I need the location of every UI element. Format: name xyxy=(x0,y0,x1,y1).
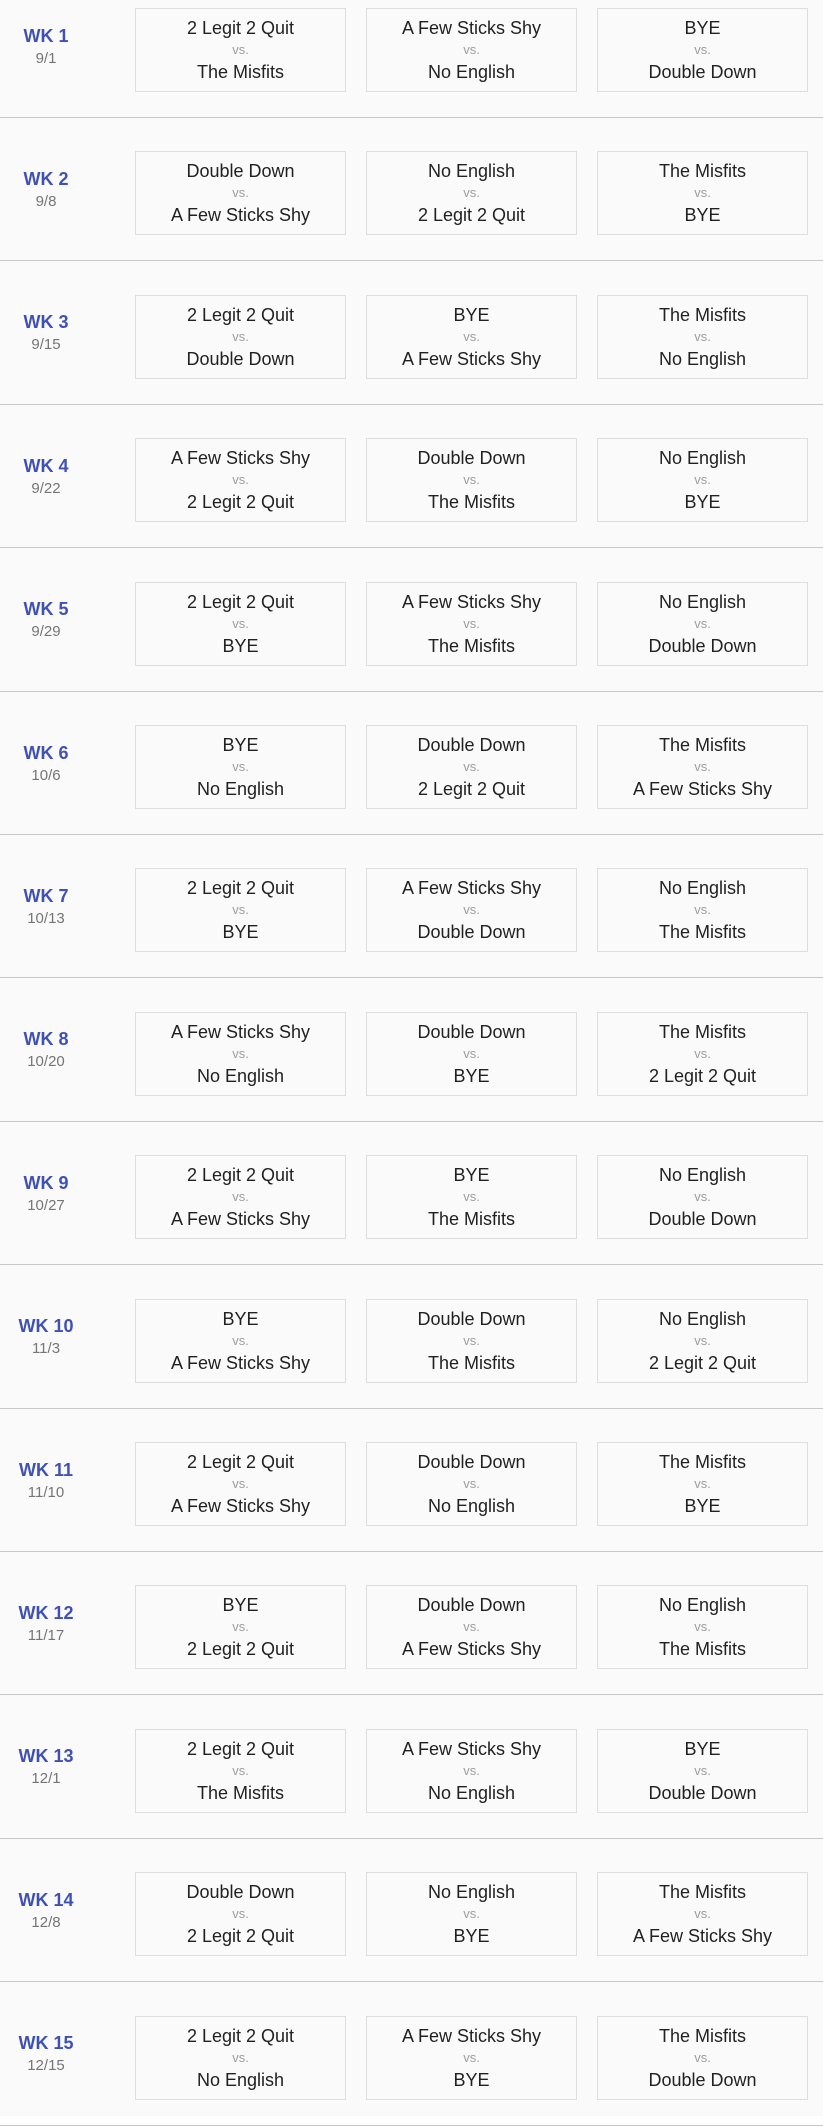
away-team: BYE xyxy=(453,1926,490,1947)
home-team: No English xyxy=(658,878,747,899)
week-date: 10/6 xyxy=(31,766,61,784)
vs-separator: vs. xyxy=(232,1762,249,1778)
week-label xyxy=(0,1552,92,1695)
away-team: The Misfits xyxy=(196,1782,284,1803)
match-card[interactable] xyxy=(366,1442,577,1526)
week-row xyxy=(0,405,823,548)
away-team: No English xyxy=(427,1496,516,1516)
week-label xyxy=(0,1266,92,1409)
vs-separator: vs. xyxy=(694,42,711,57)
week-number: WK 1 xyxy=(23,25,69,46)
match-card[interactable] xyxy=(135,295,346,379)
away-team: BYE xyxy=(222,635,259,656)
home-team: A Few Sticks Shy xyxy=(170,1021,311,1042)
away-team: Double Down xyxy=(417,922,526,943)
week-row xyxy=(0,1122,823,1265)
home-team: A Few Sticks Shy xyxy=(401,878,542,899)
home-team: 2 Legit 2 Quit xyxy=(186,591,295,612)
match-card[interactable] xyxy=(597,1299,808,1383)
match-card[interactable] xyxy=(366,1729,577,1813)
week-label xyxy=(0,979,92,1122)
home-team: BYE xyxy=(222,1595,259,1616)
vs-separator: vs. xyxy=(694,1332,711,1348)
vs-separator: vs. xyxy=(232,1476,249,1491)
match-card[interactable] xyxy=(366,1012,577,1096)
week-label xyxy=(0,1696,92,1839)
match-card[interactable] xyxy=(135,1872,346,1956)
away-team: No English xyxy=(658,348,747,369)
home-team: No English xyxy=(658,591,747,612)
vs-separator: vs. xyxy=(232,1189,249,1205)
week-label xyxy=(0,835,92,978)
vs-separator: vs. xyxy=(463,1476,480,1491)
week-label xyxy=(0,692,92,835)
vs-separator: vs. xyxy=(232,1619,249,1635)
vs-separator: vs. xyxy=(694,472,711,488)
away-team: BYE xyxy=(684,492,721,513)
week-number: WK 6 xyxy=(23,742,69,763)
match-card[interactable] xyxy=(366,2016,577,2100)
week-date: 9/15 xyxy=(31,336,61,354)
away-team: The Misfits xyxy=(427,492,515,513)
vs-separator: vs. xyxy=(463,1619,480,1635)
week-label xyxy=(0,1122,92,1265)
vs-separator: vs. xyxy=(694,1476,711,1491)
home-team: The Misfits xyxy=(658,1452,746,1472)
vs-separator: vs. xyxy=(232,185,249,201)
week-date: 12/8 xyxy=(31,1913,61,1931)
vs-separator: vs. xyxy=(232,1045,249,1061)
vs-separator: vs. xyxy=(463,759,480,774)
week-date: 9/29 xyxy=(31,623,61,641)
match-card[interactable] xyxy=(366,1155,577,1239)
away-team: 2 Legit 2 Quit xyxy=(648,1065,757,1086)
vs-separator: vs. xyxy=(463,1906,480,1922)
home-team: The Misfits xyxy=(658,304,746,325)
home-team: BYE xyxy=(453,304,490,325)
vs-separator: vs. xyxy=(463,328,480,344)
week-number: WK 12 xyxy=(18,1602,74,1623)
week-number: WK 10 xyxy=(18,1316,74,1337)
home-team: Double Down xyxy=(417,1595,526,1616)
match-card[interactable] xyxy=(135,151,346,235)
vs-separator: vs. xyxy=(694,1045,711,1061)
vs-separator: vs. xyxy=(232,2049,249,2065)
vs-separator: vs. xyxy=(463,902,480,918)
match-card[interactable] xyxy=(135,582,346,666)
match-card[interactable] xyxy=(366,582,577,666)
vs-separator: vs. xyxy=(694,902,711,918)
away-team: A Few Sticks Shy xyxy=(170,1496,311,1516)
week-date: 12/1 xyxy=(31,1770,61,1788)
week-date: 10/13 xyxy=(27,909,65,927)
vs-separator: vs. xyxy=(694,1762,711,1778)
away-team: BYE xyxy=(684,205,721,226)
home-team: 2 Legit 2 Quit xyxy=(186,1452,295,1472)
home-team: BYE xyxy=(684,18,721,38)
away-team: Double Down xyxy=(648,1782,757,1803)
match-card[interactable] xyxy=(597,295,808,379)
match-card[interactable] xyxy=(366,151,577,235)
match-card[interactable] xyxy=(366,868,577,952)
match-card[interactable] xyxy=(366,8,577,92)
away-team: A Few Sticks Shy xyxy=(170,1209,311,1230)
week-date: 9/22 xyxy=(31,479,61,497)
week-label xyxy=(0,262,92,405)
week-number: WK 14 xyxy=(18,1889,74,1910)
vs-separator: vs. xyxy=(232,902,249,918)
away-team: 2 Legit 2 Quit xyxy=(417,779,526,799)
week-row xyxy=(0,1983,823,2126)
away-team: 2 Legit 2 Quit xyxy=(186,1639,295,1660)
week-row xyxy=(0,1552,823,1695)
week-row xyxy=(0,692,823,835)
match-card[interactable] xyxy=(597,1729,808,1813)
away-team: A Few Sticks Shy xyxy=(632,779,773,799)
week-number: WK 13 xyxy=(18,1746,74,1767)
vs-separator: vs. xyxy=(694,1619,711,1635)
week-row xyxy=(0,1696,823,1839)
home-team: BYE xyxy=(684,1738,721,1759)
week-label xyxy=(0,1839,92,1982)
week-number: WK 15 xyxy=(18,2033,74,2054)
away-team: The Misfits xyxy=(427,1209,515,1230)
match-card[interactable] xyxy=(597,438,808,522)
week-number: WK 11 xyxy=(18,1459,74,1480)
match-card[interactable] xyxy=(135,1442,346,1526)
match-card[interactable] xyxy=(597,582,808,666)
away-team: A Few Sticks Shy xyxy=(401,1639,542,1660)
match-card[interactable] xyxy=(597,1442,808,1526)
match-card[interactable] xyxy=(135,868,346,952)
vs-separator: vs. xyxy=(463,1332,480,1348)
match-card[interactable] xyxy=(597,725,808,809)
home-team: 2 Legit 2 Quit xyxy=(186,1165,295,1186)
home-team: No English xyxy=(658,1308,747,1329)
week-date: 12/15 xyxy=(27,2057,65,2075)
away-team: No English xyxy=(427,1782,516,1803)
week-row xyxy=(0,1266,823,1409)
away-team: The Misfits xyxy=(196,62,284,82)
match-card[interactable] xyxy=(366,1299,577,1383)
home-team: The Misfits xyxy=(658,1021,746,1042)
match-card[interactable] xyxy=(135,1155,346,1239)
away-team: BYE xyxy=(222,922,259,943)
match-card[interactable] xyxy=(597,1155,808,1239)
match-card[interactable] xyxy=(135,1729,346,1813)
vs-separator: vs. xyxy=(694,759,711,774)
match-card[interactable] xyxy=(597,8,808,92)
vs-separator: vs. xyxy=(463,1189,480,1205)
vs-separator: vs. xyxy=(694,328,711,344)
week-row xyxy=(0,118,823,261)
away-team: 2 Legit 2 Quit xyxy=(186,492,295,513)
away-team: A Few Sticks Shy xyxy=(632,1926,773,1947)
week-row xyxy=(0,835,823,978)
home-team: Double Down xyxy=(417,448,526,469)
home-team: Double Down xyxy=(417,1021,526,1042)
match-card[interactable] xyxy=(597,1585,808,1669)
vs-separator: vs. xyxy=(232,42,249,57)
vs-separator: vs. xyxy=(232,1906,249,1922)
away-team: BYE xyxy=(684,1496,721,1516)
match-card[interactable] xyxy=(366,1585,577,1669)
vs-separator: vs. xyxy=(694,2049,711,2065)
week-label xyxy=(0,118,92,261)
week-row xyxy=(0,549,823,692)
away-team: The Misfits xyxy=(658,1639,746,1660)
week-label xyxy=(0,1983,92,2126)
home-team: 2 Legit 2 Quit xyxy=(186,18,295,38)
match-card[interactable] xyxy=(597,2016,808,2100)
vs-separator: vs. xyxy=(694,1189,711,1205)
vs-separator: vs. xyxy=(463,472,480,488)
home-team: Double Down xyxy=(186,161,295,182)
away-team: Double Down xyxy=(186,348,295,369)
home-team: No English xyxy=(427,1882,516,1903)
week-date: 10/27 xyxy=(27,1196,65,1214)
vs-separator: vs. xyxy=(463,1045,480,1061)
match-card[interactable] xyxy=(135,438,346,522)
vs-separator: vs. xyxy=(463,185,480,201)
away-team: No English xyxy=(196,2069,285,2090)
match-card[interactable] xyxy=(366,295,577,379)
away-team: The Misfits xyxy=(427,1352,515,1373)
vs-separator: vs. xyxy=(463,42,480,57)
away-team: A Few Sticks Shy xyxy=(401,348,542,369)
week-date: 11/3 xyxy=(31,1340,61,1358)
vs-separator: vs. xyxy=(463,2049,480,2065)
match-card[interactable] xyxy=(366,725,577,809)
away-team: Double Down xyxy=(648,2069,757,2090)
match-card[interactable] xyxy=(135,1585,346,1669)
away-team: No English xyxy=(427,62,516,82)
home-team: The Misfits xyxy=(658,2025,746,2046)
vs-separator: vs. xyxy=(232,328,249,344)
week-row xyxy=(0,1839,823,1982)
home-team: The Misfits xyxy=(658,735,746,755)
home-team: No English xyxy=(427,161,516,182)
week-label xyxy=(0,405,92,548)
match-card[interactable] xyxy=(597,868,808,952)
home-team: BYE xyxy=(222,735,259,755)
week-date: 11/10 xyxy=(27,1483,65,1501)
home-team: A Few Sticks Shy xyxy=(401,2025,542,2046)
week-number: WK 3 xyxy=(23,312,69,333)
match-card[interactable] xyxy=(135,1299,346,1383)
vs-separator: vs. xyxy=(232,472,249,488)
away-team: BYE xyxy=(453,1065,490,1086)
away-team: A Few Sticks Shy xyxy=(170,1352,311,1373)
week-label xyxy=(0,0,92,118)
match-card[interactable] xyxy=(135,8,346,92)
week-row xyxy=(0,979,823,1122)
week-number: WK 9 xyxy=(23,1172,69,1193)
home-team: The Misfits xyxy=(658,1882,746,1903)
match-card[interactable] xyxy=(135,725,346,809)
away-team: A Few Sticks Shy xyxy=(170,205,311,226)
week-date: 11/17 xyxy=(27,1626,65,1644)
home-team: Double Down xyxy=(186,1882,295,1903)
home-team: No English xyxy=(658,448,747,469)
away-team: Double Down xyxy=(648,635,757,656)
home-team: 2 Legit 2 Quit xyxy=(186,304,295,325)
home-team: 2 Legit 2 Quit xyxy=(186,1738,295,1759)
vs-separator: vs. xyxy=(694,615,711,631)
away-team: 2 Legit 2 Quit xyxy=(648,1352,757,1373)
week-number: WK 5 xyxy=(23,599,69,620)
match-card[interactable] xyxy=(135,2016,346,2100)
week-row xyxy=(0,0,823,118)
home-team: Double Down xyxy=(417,735,526,755)
week-date: 9/8 xyxy=(35,192,57,210)
match-card[interactable] xyxy=(597,151,808,235)
home-team: A Few Sticks Shy xyxy=(401,591,542,612)
home-team: The Misfits xyxy=(658,161,746,182)
home-team: 2 Legit 2 Quit xyxy=(186,2025,295,2046)
vs-separator: vs. xyxy=(694,185,711,201)
away-team: The Misfits xyxy=(427,635,515,656)
away-team: BYE xyxy=(453,2069,490,2090)
match-card[interactable] xyxy=(597,1012,808,1096)
week-label xyxy=(0,549,92,692)
match-card[interactable] xyxy=(366,1872,577,1956)
match-card[interactable] xyxy=(366,438,577,522)
vs-separator: vs. xyxy=(232,615,249,631)
week-number: WK 2 xyxy=(23,168,69,189)
home-team: Double Down xyxy=(417,1452,526,1472)
away-team: The Misfits xyxy=(658,922,746,943)
week-date: 10/20 xyxy=(27,1053,65,1071)
away-team: 2 Legit 2 Quit xyxy=(417,205,526,226)
vs-separator: vs. xyxy=(232,759,249,774)
week-number: WK 4 xyxy=(23,455,69,476)
away-team: No English xyxy=(196,1065,285,1086)
away-team: 2 Legit 2 Quit xyxy=(186,1926,295,1947)
away-team: No English xyxy=(196,779,285,799)
away-team: Double Down xyxy=(648,62,757,82)
match-card[interactable] xyxy=(597,1872,808,1956)
home-team: A Few Sticks Shy xyxy=(170,448,311,469)
week-number: WK 7 xyxy=(23,885,69,906)
home-team: A Few Sticks Shy xyxy=(401,1738,542,1759)
week-row xyxy=(0,262,823,405)
home-team: Double Down xyxy=(417,1308,526,1329)
home-team: BYE xyxy=(453,1165,490,1186)
home-team: A Few Sticks Shy xyxy=(401,18,542,38)
away-team: Double Down xyxy=(648,1209,757,1230)
vs-separator: vs. xyxy=(463,1762,480,1778)
home-team: No English xyxy=(658,1165,747,1186)
home-team: 2 Legit 2 Quit xyxy=(186,878,295,899)
week-number: WK 8 xyxy=(23,1029,69,1050)
week-date: 9/1 xyxy=(35,49,57,67)
home-team: No English xyxy=(658,1595,747,1616)
week-row xyxy=(0,1409,823,1552)
match-card[interactable] xyxy=(135,1012,346,1096)
vs-separator: vs. xyxy=(232,1332,249,1348)
home-team: BYE xyxy=(222,1308,259,1329)
vs-separator: vs. xyxy=(463,615,480,631)
week-label xyxy=(0,1409,92,1552)
vs-separator: vs. xyxy=(694,1906,711,1922)
